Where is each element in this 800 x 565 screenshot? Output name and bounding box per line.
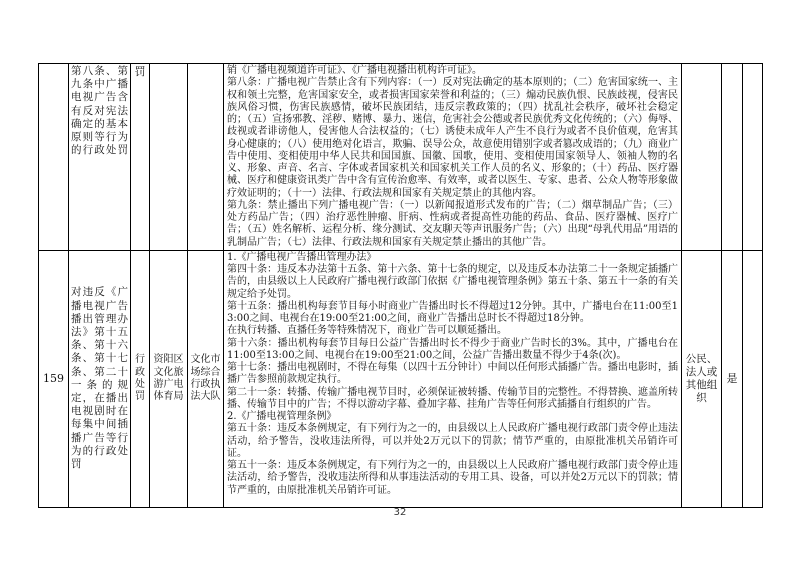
yes-cell [722,250,743,507]
type-label: 罚 [134,65,146,78]
basis-paragraph: 第九条：禁止播出下列广播电视广告：（一）以新闻报道形式发布的广告；（二）烟草制品广告；（三）处方药品广告；（四）治疗恶性肿瘤、肝病、性病或者提高性功能的药品、食品、医疗器械、医疗广告；（五）姓名解析、运程分析、缘分测试、交友聊天等声讯服务广告；（六）出现“母乳代用品”用语的乳制品广告；（七）法律、行政法规和国家有关规定禁止播出的其他广告。 [227,199,678,248]
basis-paragraph: 第四十条：违反本办法第十五条、第十六条、第十七条的规定，以及违反本办法第二十一条规定插播广告的，由县级以上人民政府广播电视行政部门依据《广播电视管理条例》第五十条、第五十一条的有关规定给予处罚。 [227,264,678,300]
basis-cell [224,250,682,507]
target-object: 公民、法人或其他组织 [685,352,718,404]
yes-cell [722,64,743,251]
table-row [39,64,763,251]
org-cell [188,64,224,251]
item-name-cell [69,250,131,507]
item-name: 对违反《广播电视广告播出管理办法》第十五条、第十六条、第十七条、第二十一条的规定，在播出电视剧时在每集中间插播广告等行为的行政处罚 [71,286,128,470]
department: 资阳区文化旅游广电体育局 [153,354,184,402]
basis-paragraph: 1.《广播电视广告播出管理办法》 [227,251,377,263]
row-number: 159 [43,372,64,386]
type-cell [131,64,150,251]
basis-paragraph: 第二十一条：转播、传输广播电视节目时，必须保证被转播、传输节目的完整性。不得替换、遮盖所转播、传输节目中的广告；不得以游动字幕、叠加字幕、挂角广告等任何形式插播自行组织的广告。 [227,386,678,410]
basis-paragraph: 在执行转播、直播任务等特殊情况下，商业广告可以顺延播出。 [227,325,507,337]
basis-paragraph: 第十七条：播出电视剧时，不得在每集（以四十五分钟计）中间以任何形式插播广告。播出电影时，插播广告参照前款规定执行。 [227,362,678,386]
item-name: 第八条、第九条中广播电视广告含有反对宪法确定的基本原则等行为的行政处罚 [71,65,128,157]
org-cell [188,250,224,507]
legal-basis [224,64,681,250]
row-number-cell [39,64,69,251]
object-cell [682,64,722,251]
basis-paragraph: 2.《广播电视管理条例》 [227,411,337,422]
type-cell [131,250,150,507]
legal-basis [224,251,681,498]
type-label: 行政处罚 [135,354,145,402]
basis-paragraph: 第八条：广播电视广告禁止含有下列内容：（一）反对宪法确定的基本原则的；（二）危害国家统一、主权和领土完整，危害国家安全，或者损害国家荣誉和利益的；（三）煽动民族仇恨、民族歧视，侵害民族风俗习惯，伤害民族感情，破坏民族团结，违反宗教政策的；（四）扰乱社会秩序，破坏社会稳定的；（五）宣扬邪教、淫秽、赌博、暴力、迷信，危害社会公德或者民族优秀文化传统的；（六）侮辱、歧视或者诽谤他人，侵害他人合法权益的；（七）诱使未成年人产生不良行为或者不良价值观，危害其身心健康的；（八）使用绝对化语言，欺骗、误导公众，故意使用错别字或者篡改成语的；（九）商业广告中使用、变相使用中华人民共和国国旗、国徽、国歌，使用、变相使用国家领导人、领袖人物的名义、形象、声音、名言、字体或者国家机关和国家机关工作人员的名义、形象的；（十）药品、医疗器械、医疗和健康资讯类广告中含有宣传治愈率、有效率，或者以医生、专家、患者、公众人物等形象做疗效证明的；（十一）法律、行政法规和国家有关规定禁止的其他内容。 [227,77,678,199]
enforcement-table [38,63,763,508]
enforcement-organ: 文化市场综合行政执法大队 [190,354,221,402]
yes-mark: 是 [726,372,738,386]
basis-paragraph: 第十五条：播出机构每套节目每小时商业广告播出时长不得超过12分钟。其中，广播电台在11:00至13:00之间、电视台在19:00至21:00之间，商业广告播出总时长不得超过18分钟。 [227,300,678,324]
basis-paragraph: 第五十条：违反本条例规定，有下列行为之一的，由县级以上人民政府广播电视行政部门责令停止违法活动，给予警告，没收违法所得，可以并处2万元以下的罚款；情节严重的，由原批准机关吊销许可证。 [227,423,678,459]
remark-cell [743,250,763,507]
dept-cell [150,64,188,251]
remark-cell [743,64,763,251]
dept-cell [150,250,188,507]
basis-cell [224,64,682,251]
page-number: 32 [393,507,407,518]
object-cell [682,250,722,507]
table-row [39,250,763,507]
basis-paragraph: 销《广播电视频道许可证》、《广播电视播出机构许可证》。 [227,65,482,76]
basis-paragraph: 第十六条：播出机构每套节目每日公益广告播出时长不得少于商业广告时长的3%。其中，广播电台在11:00至13:00之间、电视台在19:00至21:00之间，公益广告播出数量不得少于4条(次)。 [227,337,678,361]
basis-paragraph: 第五十一条：违反本条例规定，有下列行为之一的，由县级以上人民政府广播电视行政部门责令停止违法活动，给予警告，没收违法所得和从事违法活动的专用工具、设备，可以并处2万元以下的罚款；情节严重的，由原批准机关吊销许可证。 [227,460,678,496]
row-number-cell [39,250,69,507]
item-name-cell [69,64,131,251]
